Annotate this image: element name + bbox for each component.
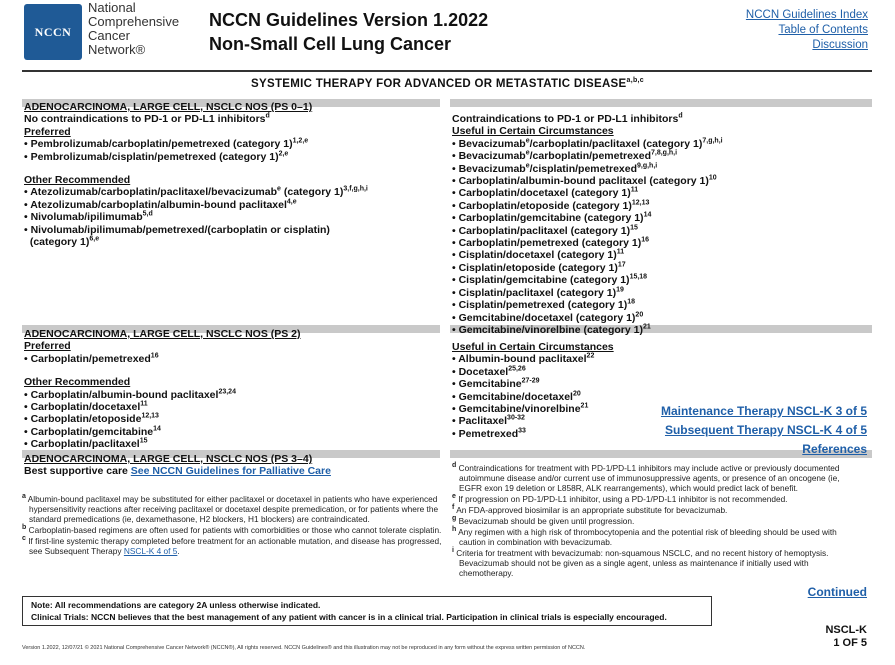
list-item: • Gemcitabine/vinorelbine (category 1)$^{21}$ (452, 323, 651, 336)
list-item: • Carboplatin/gemcitabine (category 1)$^{14}$ (452, 211, 652, 225)
list-item: • Carboplatin/paclitaxel (category 1)$^{15}$ (452, 224, 638, 237)
list-item: • Gemcitabine$^{27-29}$ (452, 377, 540, 391)
footnote: $^f$ An FDA-approved biosimilar is an appropriate substitute for bevacizumab. (452, 504, 728, 515)
footnote: $^i$ Criteria for treatment with bevacizumab: non-squamous NSCLC, and no recent history of hemoptysis. Bevacizumab should not be given as a single agent, unless as maintenance if initially used with chemotherapy. (452, 547, 829, 578)
footnote: $^e$ If progression on PD-1/PD-L1 inhibitor, using a PD-1/PD-L1 inhibitor is not recommended. (452, 493, 788, 504)
footnotes-right (452, 463, 852, 579)
ps34-section (24, 453, 331, 478)
footnote: $^a$ Albumin-bound paclitaxel may be substituted for either paclitaxel or docetaxel in patients who have experienced hypersensitivity reactions after receiving paclitaxel or docetaxel despite premedication, or for patients where the standard premedications (ie, dexamethasone, H2 blockers, H1 blockers) are contraindicated. (22, 493, 439, 524)
guidelines-index-link[interactable]: NCCN Guidelines Index (745, 9, 868, 21)
list-item: • Pembrolizumab/carboplatin/pemetrexed (category 1)$^{1,2,e}$ (24, 137, 309, 151)
list-item: • Carboplatin/pemetrexed (category 1)$^{16}$ (452, 236, 650, 250)
org-name: National Comprehensive Cancer Network® (88, 0, 180, 57)
ps2-heading: ADENOCARCINOMA, LARGE CELL, NSCLC NOS (PS 2) (24, 328, 301, 340)
list-item: • Carboplatin/gemcitabine$^{14}$ (24, 425, 161, 438)
section-title: SYSTEMIC THERAPY FOR ADVANCED OR METASTATIC DISEASE$^{a,b,c}$ (251, 77, 644, 90)
list-item: • Carboplatin/albumin-bound paclitaxel$^{23,24}$ (24, 388, 236, 401)
contra-subheading: Contraindications to PD-1 or PD-L1 inhibitors$^d$ (452, 112, 683, 125)
header-divider (22, 70, 872, 72)
page-id: NSCL-K 1 OF 5 (825, 624, 867, 649)
ps2-useful-label: Useful in Certain Circumstances (452, 341, 614, 353)
note-box: Note: All recommendations are category 2A unless otherwise indicated. Clinical Trials: NCCN believes that the best management of any patient with cancer is in a clinical trial. Participation in clinical trials is especially encouraged. (22, 596, 712, 626)
contra-section (452, 113, 723, 336)
contra-useful-label: Useful in Certain Circumstances (452, 125, 614, 138)
list-item: • Albumin-bound paclitaxel$^{22}$ (452, 352, 595, 366)
table-of-contents-link[interactable]: Table of Contents (778, 24, 868, 36)
nav-links (661, 402, 867, 459)
list-item: • Bevacizumab$^e$/carboplatin/pemetrexed$^{7,8,g,h,i}$ (452, 149, 678, 163)
ps2-preferred-label: Preferred (24, 340, 71, 353)
header (0, 0, 895, 70)
ps2-useful-section (452, 341, 614, 440)
list-item: • Nivolumab/ipilimumab$^{5,d}$ (24, 210, 153, 224)
best-supportive-care: Best supportive care See NCCN Guidelines for Palliative Care (24, 465, 331, 478)
list-item: • Carboplatin/docetaxel$^{11}$ (24, 400, 148, 414)
list-item: • Pemetrexed$^{33}$ (452, 427, 526, 440)
list-item: • Atezolizumab/carboplatin/paclitaxel/bevacizumab$^e$ (category 1)$^{3,f,g,h,i}$ (24, 185, 368, 199)
list-item: • Atezolizumab/carboplatin/albumin-bound paclitaxel$^{4,e}$ (24, 198, 297, 211)
ps01-subheading: No contraindications to PD-1 or PD-L1 inhibitors$^d$ (24, 112, 270, 126)
list-item: • Carboplatin/albumin-bound paclitaxel (category 1)$^{10}$ (452, 174, 717, 188)
continued-link[interactable]: Continued (807, 585, 867, 599)
list-item: • Gemcitabine/vinorelbine$^{21}$ (452, 402, 589, 416)
list-item: • Carboplatin/docetaxel (category 1)$^{11}$ (452, 186, 639, 200)
list-item: • Gemcitabine/docetaxel$^{20}$ (452, 390, 581, 403)
footnote: $^b$ Carboplatin-based regimens are often used for patients with comorbidities or those who cannot tolerate cisplatin. (22, 524, 442, 535)
list-item: • Carboplatin/etoposide (category 1)$^{12,13}$ (452, 199, 650, 212)
subsequent-therapy-link[interactable]: Subsequent Therapy NSCL-K 4 of 5 (664, 423, 867, 437)
list-item: • Cisplatin/gemcitabine (category 1)$^{15,18}$ (452, 273, 648, 287)
top-links (746, 8, 868, 53)
nscl-k-4-link[interactable]: NSCL-K 4 of 5 (123, 546, 178, 556)
list-item: • Pembrolizumab/cisplatin/pemetrexed (category 1)$^{2,e}$ (24, 150, 289, 163)
footnote: $^c$ If first-line systemic therapy completed before treatment for an actionable mutation, and disease has progressed, see Subsequent Therapy NSCL-K 4 of 5. (22, 535, 442, 556)
list-item: • Carboplatin/etoposide$^{12,13}$ (24, 412, 159, 426)
maintenance-therapy-link[interactable]: Maintenance Therapy NSCL-K 3 of 5 (660, 404, 867, 418)
references-link[interactable]: References (802, 442, 867, 456)
nccn-logo[interactable] (24, 4, 82, 60)
footnote: $^g$ Bevacizumab should be given until progression. (452, 515, 635, 526)
page-title: NCCN Guidelines Version 1.2022 Non-Small Cell Lung Cancer (209, 10, 489, 54)
logo-text: NCCN (34, 24, 72, 39)
list-item: • Paclitaxel$^{30-32}$ (452, 414, 525, 428)
ps34-heading: ADENOCARCINOMA, LARGE CELL, NSCLC NOS (PS 3–4) (24, 453, 313, 465)
palliative-care-link[interactable]: See NCCN Guidelines for Palliative Care (130, 465, 331, 478)
list-item: • Bevacizumab$^e$/carboplatin/paclitaxel (category 1)$^{7,g,h,i}$ (452, 137, 723, 150)
list-item: • Nivolumab/ipilimumab/pemetrexed/(carboplatin or cisplatin) (24, 223, 330, 236)
ps01-section (24, 101, 368, 248)
list-item: • Cisplatin/paclitaxel (category 1)$^{19}$ (452, 286, 624, 299)
list-item: • Cisplatin/docetaxel (category 1)$^{11}$ (452, 248, 625, 262)
list-item: • Docetaxel$^{25,26}$ (452, 365, 526, 378)
footnote: $^d$ Contraindications for treatment with PD-1/PD-L1 inhibitors may include active or previously documented autoimmune disease and/or current use of immunosuppressive agents, or presence of an oncogene (ie, EGFR exon 19 deletion or L858R, ALK rearrangements), which would predict lack of benefit. (452, 462, 840, 493)
list-item: • Bevacizumab$^e$/cisplatin/pemetrexed$^{9,g,h,i}$ (452, 162, 658, 175)
ps01-preferred-label: Preferred (24, 125, 71, 138)
ps2-section (24, 328, 301, 451)
version-footer: Version 1.2022, 12/07/21 © 2021 National Comprehensive Cancer Network® (NCCN®), All rights reserved. NCCN Guidelines® and this illustration may not be reproduced in any form without the express written permission of NCCN. (22, 645, 586, 651)
list-item: • Carboplatin/paclitaxel$^{15}$ (24, 437, 148, 451)
ps01-other-label: Other Recommended (24, 174, 131, 187)
discussion-link[interactable]: Discussion (812, 39, 868, 51)
list-item: • Cisplatin/etoposide (category 1)$^{17}$ (452, 261, 626, 274)
footnote: $^h$ Any regimen with a high risk of thrombocytopenia and the potential risk of bleeding should be used with caution in combination with bevacizumab. (452, 526, 837, 547)
footnotes-left (22, 494, 442, 557)
list-item: • Cisplatin/pemetrexed (category 1)$^{18}$ (452, 298, 636, 312)
list-item: (category 1)$^{6,e}$ (24, 235, 100, 249)
right-bar-1 (450, 99, 872, 107)
ps2-other-label: Other Recommended (24, 376, 131, 389)
list-item: • Carboplatin/pemetrexed$^{16}$ (24, 352, 159, 365)
ps01-heading: ADENOCARCINOMA, LARGE CELL, NSCLC NOS (PS 0–1) (24, 101, 313, 113)
list-item: • Gemcitabine/docetaxel (category 1)$^{20}$ (452, 311, 644, 324)
